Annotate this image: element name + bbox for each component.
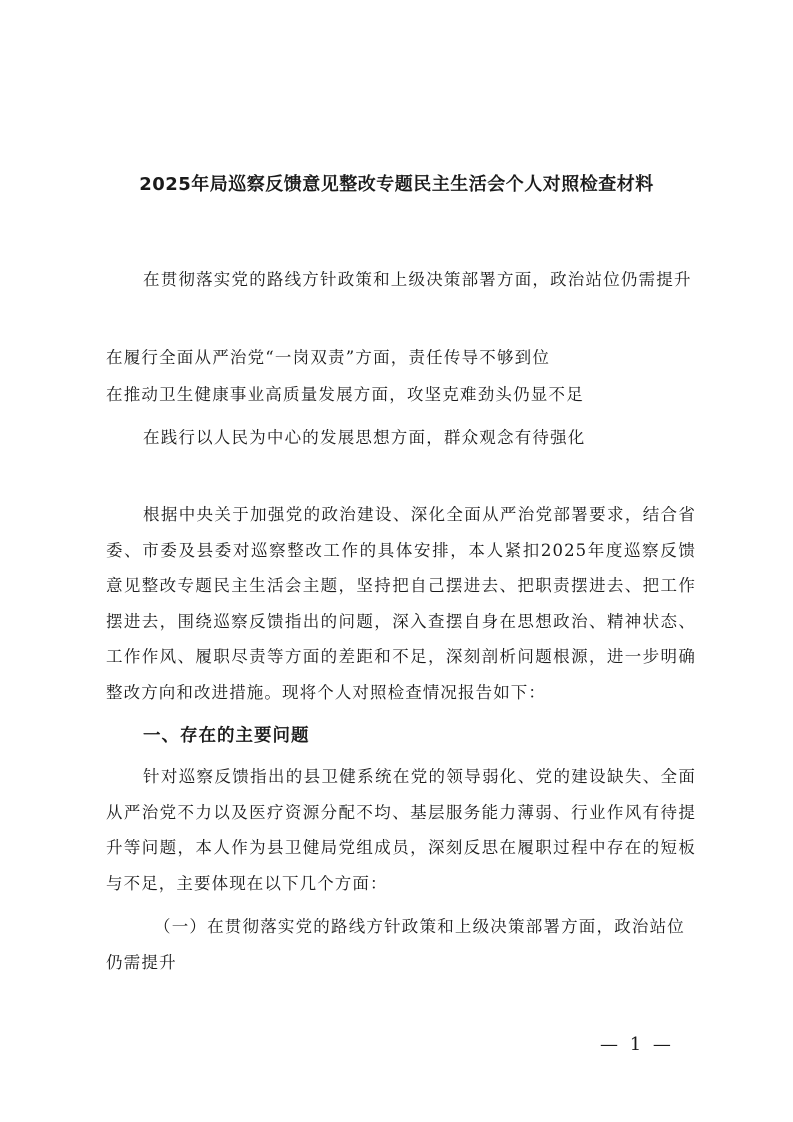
- subsection-heading-1: （一）在贯彻落实党的路线方针政策和上级决策部署方面，政治站位仍需提升: [106, 917, 685, 972]
- page-number: — 1 —: [600, 1034, 674, 1055]
- outline-item-4: 在践行以人民为中心的发展思想方面，群众观念有待强化: [143, 428, 586, 447]
- intro-paragraph: 根据中央关于加强党的政治建设、深化全面从严治党部署要求，结合省委、市委及县委对巡察整改工作的具体安排，本人紧扣2025年度巡察反馈意见整改专题民主生活会主题，坚持把自己摆进去、把职责摆进去、把工作摆进去，围绕巡察反馈指出的问题，深入查摆自身在思想政治、精神状态、工作作风、履职尽责等方面的差距和不足，深刻剖析问题根源，进一步明确整改方向和改进措施。现将个人对照检查情况报告如下：: [106, 505, 696, 702]
- outline-item-1: 在贯彻落实党的路线方针政策和上级决策部署方面，政治站位仍需提升: [143, 270, 692, 289]
- outline-item-2: 在履行全面从严治党“一岗双责”方面，责任传导不够到位: [106, 348, 551, 367]
- section-paragraph: 针对巡察反馈指出的县卫健系统在党的领导弱化、党的建设缺失、全面从严治党不力以及医疗资源分配不均、基层服务能力薄弱、行业作风有待提升等问题，本人作为县卫健局党组成员，深刻反思在履职过程中存在的短板与不足，主要体现在以下几个方面：: [106, 767, 696, 893]
- document-title: 2025年局巡察反馈意见整改专题民主生活会个人对照检查材料: [139, 174, 654, 195]
- outline-item-3: 在推动卫生健康事业高质量发展方面，攻坚克难劲头仍显不足: [106, 385, 584, 404]
- section-heading-problems: 一、存在的主要问题: [143, 726, 310, 746]
